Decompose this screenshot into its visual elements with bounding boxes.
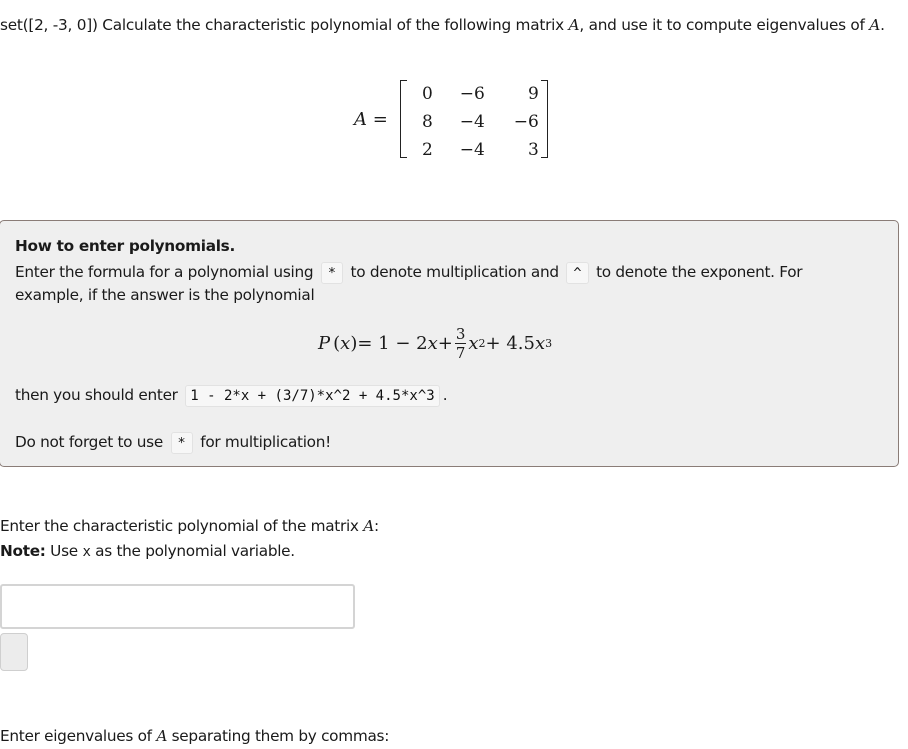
prompt-prefix: set([2, -3, 0]) Calculate the characteristic polynomial of the following matrix bbox=[0, 16, 569, 34]
fraction-numerator: 3 bbox=[455, 324, 466, 343]
matrix-display bbox=[354, 78, 548, 160]
help-title: How to enter polynomials. bbox=[15, 237, 235, 255]
matrix-variable: A bbox=[156, 727, 168, 745]
formula-term: + bbox=[437, 332, 453, 354]
example-formula bbox=[318, 317, 552, 369]
help-example-line bbox=[15, 383, 447, 407]
exponent-symbol: ^ bbox=[566, 262, 588, 284]
matrix-cell: 3 bbox=[528, 140, 539, 160]
help-reminder bbox=[15, 430, 331, 454]
multiplication-symbol: * bbox=[321, 262, 343, 284]
help-text: Enter the formula for a polynomial using bbox=[15, 263, 318, 281]
matrix-cell: 9 bbox=[528, 84, 539, 104]
formula-arg: (x) bbox=[333, 332, 358, 354]
preview-button[interactable] bbox=[0, 633, 28, 671]
matrix-cell: −4 bbox=[459, 112, 485, 132]
note-text: Use bbox=[45, 542, 83, 560]
matrix-cell: 0 bbox=[422, 84, 433, 104]
matrix-row bbox=[411, 136, 539, 164]
formula-lhs: P bbox=[318, 332, 331, 354]
help-text: for multiplication! bbox=[195, 433, 331, 451]
formula-var: x bbox=[468, 332, 479, 354]
matrix-label bbox=[354, 109, 388, 130]
matrix-cell: −4 bbox=[459, 140, 485, 160]
help-text: to denote the exponent. For example, if the answer is the polynomial bbox=[15, 263, 803, 304]
matrix-row bbox=[411, 80, 539, 108]
help-text: . bbox=[442, 386, 448, 404]
matrix-name: A bbox=[354, 108, 367, 130]
matrix-cell: −6 bbox=[459, 84, 485, 104]
help-instructions bbox=[15, 261, 875, 306]
formula-var: x bbox=[427, 332, 438, 354]
label-text: Enter the characteristic polynomial of the matrix bbox=[0, 517, 364, 535]
note-label: Note: bbox=[0, 542, 46, 560]
fraction-denominator: 7 bbox=[455, 343, 466, 362]
matrix-table bbox=[411, 80, 539, 164]
prompt-suffix: . bbox=[880, 16, 885, 34]
label-text: : bbox=[374, 517, 379, 535]
note-text: as the polynomial variable. bbox=[90, 542, 295, 560]
help-text: Do not forget to use bbox=[15, 433, 168, 451]
formula-exponent: 3 bbox=[545, 336, 553, 350]
note-variable: x bbox=[82, 544, 91, 560]
characteristic-polynomial-label bbox=[0, 514, 379, 538]
eigenvalues-label bbox=[0, 724, 389, 748]
problem-statement bbox=[0, 13, 906, 37]
prompt-middle: , and use it to compute eigenvalues of bbox=[579, 16, 870, 34]
characteristic-polynomial-input[interactable] bbox=[0, 584, 355, 629]
example-code: 1 - 2*x + (3/7)*x^2 + 4.5*x^3 bbox=[185, 385, 439, 407]
matrix-cell: −6 bbox=[513, 112, 539, 132]
matrix-row bbox=[411, 108, 539, 136]
label-text: Enter eigenvalues of bbox=[0, 727, 157, 745]
multiplication-symbol: * bbox=[171, 432, 193, 454]
polynomial-help-box bbox=[0, 220, 899, 467]
help-text: then you should enter bbox=[15, 386, 183, 404]
label-text: separating them by commas: bbox=[167, 727, 390, 745]
formula-exponent: 2 bbox=[478, 336, 486, 350]
formula-term: = 1 − 2 bbox=[357, 332, 428, 354]
variable-note bbox=[0, 539, 295, 564]
formula-term: + 4.5 bbox=[485, 332, 535, 354]
equals-sign: = bbox=[372, 108, 388, 130]
matrix-variable: A bbox=[869, 16, 881, 34]
matrix-cell: 2 bbox=[422, 140, 433, 160]
matrix-variable: A bbox=[568, 16, 580, 34]
matrix-variable: A bbox=[363, 517, 374, 535]
matrix-brackets bbox=[400, 80, 548, 158]
formula-var: x bbox=[534, 332, 546, 354]
matrix-cell: 8 bbox=[422, 112, 433, 132]
formula-fraction bbox=[455, 325, 467, 362]
help-text: to denote multiplication and bbox=[345, 263, 564, 281]
